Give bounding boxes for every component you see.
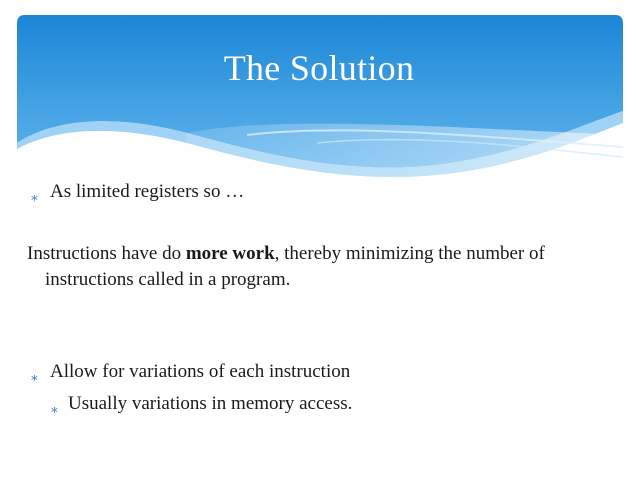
sub-bullet-icon: ∗	[50, 402, 59, 417]
bullet-icon: ∗	[30, 190, 39, 205]
bullet-icon: ∗	[30, 370, 39, 385]
paragraph-emphasis: more work	[185, 243, 275, 264]
paragraph-line-1	[27, 242, 545, 266]
paragraph-text: , thereby minimizing the number of	[274, 243, 545, 264]
title-banner	[17, 15, 623, 180]
slide-title: The Solution	[223, 48, 415, 88]
banner-wave-graphic	[17, 15, 623, 180]
bullet-text: Allow for variations of each instruction	[50, 361, 351, 382]
sub-bullet-text: Usually variations in memory access.	[68, 393, 353, 414]
bullet-text: As limited registers so …	[50, 181, 245, 202]
paragraph-text: Instructions have do	[27, 243, 186, 264]
paragraph-line-2: instructions called in a program.	[45, 269, 291, 290]
